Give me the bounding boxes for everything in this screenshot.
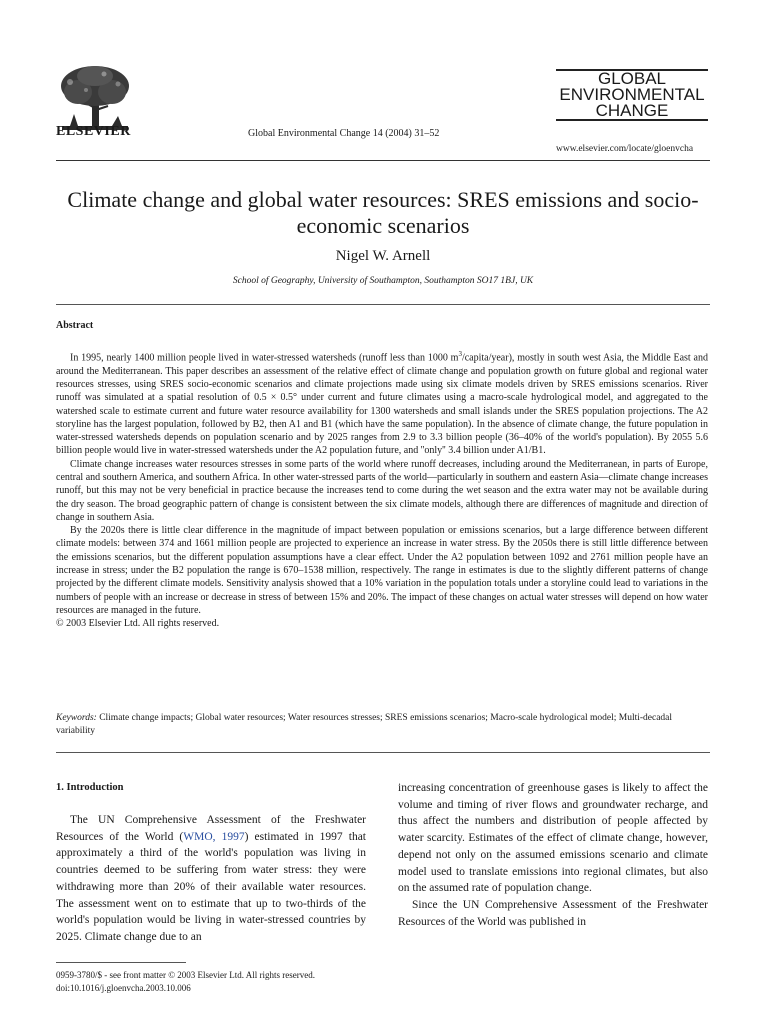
section-heading-introduction: 1. Introduction [56, 782, 124, 793]
intro-paragraph-2: Since the UN Comprehensive Assessment of the Freshwater Resources of the World was published in [398, 898, 708, 928]
journal-citation: Global Environmental Change 14 (2004) 31–52 [248, 128, 440, 139]
footer-divider [56, 962, 186, 963]
article-author: Nigel W. Arnell [335, 248, 431, 264]
abstract-divider-bottom [56, 752, 710, 753]
article-title: Climate change and global water resources: SRES emissions and socio-economic scenarios [67, 187, 699, 238]
intro-paragraph-1-continued: increasing concentration of greenhouse gases is likely to affect the volume and timing of river flows and groundwater recharge, and thus affect the numbers and distribution of people affected by water scarcity. Estimates of the effect of climate change, however, depend not only on the assumed emissions scenario and climate model used to translate emissions into regional climates, but also on the assumed rate of population change. [398, 782, 708, 895]
page-footer [56, 969, 315, 994]
keywords [56, 712, 708, 738]
citation-link-wmo-1997[interactable]: WMO, 1997 [183, 830, 245, 843]
keywords-text: Climate change impacts; Global water resources; Water resources stresses; SRES emissions scenarios; Macro-scale hydrological model; Multi-decadal variability [56, 713, 673, 736]
intro-paragraph-1: The UN Comprehensive Assessment of the Freshwater Resources of the World (WMO, 1997) estimated in 1997 that approximately a third of the world's population was living in countries deemed to be suffering from water stress: they were withdrawing more than 20% of their available water resources. The assessment went on to estimate that up to two-thirds of the world's population would be living in water-stressed countries by 2025. Climate change due to an [56, 814, 366, 943]
abstract-copyright: © 2003 Elsevier Ltd. All rights reserved. [56, 618, 220, 630]
abstract-heading: Abstract [56, 320, 94, 331]
abstract-paragraph-1: In 1995, nearly 1400 million people lived in water-stressed watersheds (runoff less than 1000 $m^3/capita/year$), mostly in south west Asia, the Middle East and around the Mediterranean. This paper describes an assessment of the relative effect of climate change and population growth on future global and regional water resources stresses, using SRES socio-economic scenarios and climate projections made using six climate models driven by SRES emissions scenarios. River runoff was simulated at a spatial resolution of 0.5 × 0.5° under current and future climates using a macro-scale hydrological model, and aggregated to the watershed scale to estimate current and future water resource availability for 1300 watersheds and small islands under the SRES population projections. The A2 storyline has the largest population, followed by B2, then A1 and B1 (which have the same population). In the absence of climate change, the future population in water-stressed watersheds depends on population scenario and by 2025 ranges from 2.9 to 3.3 billion people (36–40% of the world's population). By 2055 5.6 billion people would live in water-stressed watersheds under the A2 population future, and ''only'' 3.4 billion under A1/B1. [56, 350, 708, 457]
journal-masthead-line-3: CHANGE [556, 103, 708, 121]
abstract-paragraph-3: By the 2020s there is little clear difference in the magnitude of impact between population or emissions scenarios, but a large difference between different climate models: between 374 and 1661 million people are projected to experience an increase in water stress. By the 2050s there is still little difference between the emissions scenarios, but the different population assumptions have a clear effect. Under the A2 population between 1092 and 2761 million people have an increase in stress; under the B2 population the range is 670–1538 million, respectively. The range in estimates is due to the slightly different patterns of change projected by the different climate models. Sensitivity analysis showed that a 10% variation in the population totals under a storyline could lead to variations in the numbers of people with an increase or decrease in stress of between 15% and 20%. The impact of these changes on actual water stresses will depend on how water resources are managed in the future. [56, 525, 708, 616]
header-divider [56, 160, 710, 161]
abstract-body [56, 348, 708, 631]
abstract-divider-top [56, 304, 710, 305]
footer-issn: 0959-3780/$ - see front matter © 2003 Elsevier Ltd. All rights reserved. [56, 970, 316, 980]
journal-url[interactable]: www.elsevier.com/locate/gloenvcha [556, 144, 694, 154]
journal-masthead [556, 69, 708, 121]
journal-masthead-line-2: ENVIRONMENTAL [559, 85, 705, 104]
body-column-left [56, 812, 366, 946]
footer-doi[interactable]: doi:10.1016/j.gloenvcha.2003.10.006 [56, 982, 191, 993]
publisher-name: ELSEVIER [56, 124, 131, 139]
keywords-label: Keywords: [56, 713, 97, 723]
body-column-right [398, 780, 708, 930]
journal-masthead-line-1: GLOBAL [597, 69, 667, 88]
author-affiliation: School of Geography, University of Southampton, Southampton SO17 1BJ, UK [232, 276, 534, 286]
abstract-paragraph-2: Climate change increases water resources stresses in some parts of the world where runoff decreases, including around the Mediterranean, in parts of Europe, central and southern America, and southern Africa. In other water-stressed parts of the world—particularly in southern and eastern Asia—climate change increases runoff, but this may not be very beneficial in practice because the increases tend to come during the wet season and the extra water may not be available during the dry season. The broad geographic pattern of change is consistent between the six climate models, although there are differences of magnitude and direction of change in southern Asia. [56, 458, 708, 523]
